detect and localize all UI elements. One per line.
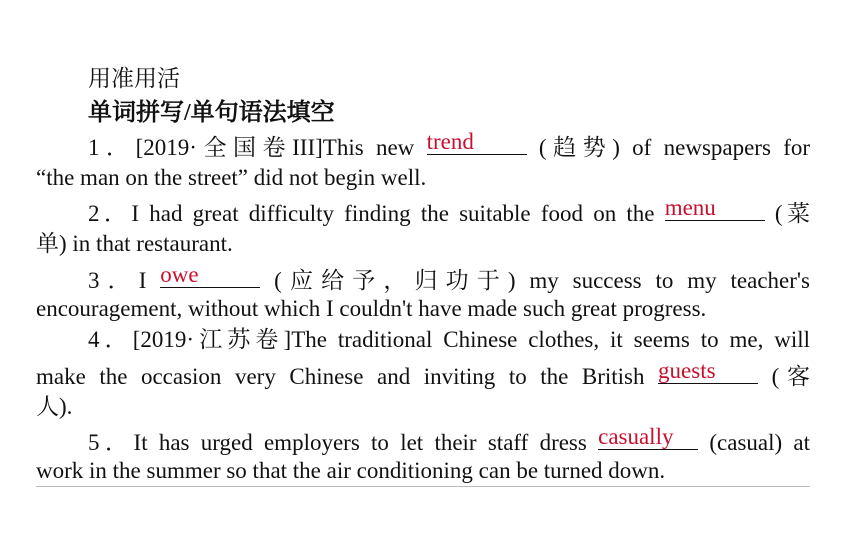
section-subtitle: 单词拼写/单句语法填空 <box>88 100 335 126</box>
item-text: (应给予，归功于) my success to my teacher's <box>274 268 810 293</box>
item-text: This new <box>322 135 415 160</box>
item-text: (趋势) of newspapers for <box>538 135 811 160</box>
bottom-divider <box>36 486 810 487</box>
item-1-line-2: “the man on the street” did not begin well. <box>36 165 427 190</box>
item-3-line-1 <box>36 263 810 296</box>
answer-blank <box>658 359 758 384</box>
answer-text: menu <box>664 195 716 220</box>
item-text: The traditional Chinese clothes, it seems to me, will <box>291 327 810 352</box>
item-source: [2019·江苏卷] <box>132 327 292 352</box>
answer-text: trend <box>426 129 474 154</box>
item-text: make the occasion very Chinese and inviting to the British <box>36 364 645 389</box>
answer-text: owe <box>160 262 199 287</box>
item-text: I had great difficulty finding the suitable food on the <box>131 201 655 226</box>
item-3-line-2: encouragement, without which I couldn't have made such great progress. <box>36 296 707 321</box>
section-title: 用准用活 <box>88 66 180 91</box>
item-number: 5． <box>88 430 134 455</box>
item-number: 4． <box>88 327 133 352</box>
item-text: It has urged employers to let their staff dress <box>133 430 587 455</box>
item-text: I <box>138 268 147 293</box>
answer-text: casually <box>598 424 674 449</box>
item-2-line-1 <box>36 196 810 229</box>
answer-blank <box>598 425 698 450</box>
item-1-line-1 <box>36 130 810 163</box>
answer-blank <box>427 130 527 155</box>
item-text: (casual) at <box>709 430 811 455</box>
item-4-line-1 <box>36 325 810 355</box>
item-number: 1． <box>88 135 136 160</box>
item-text: (菜 <box>774 201 811 226</box>
answer-text: guests <box>658 358 716 383</box>
item-number: 3． <box>88 268 139 293</box>
item-5-line-1 <box>36 425 810 458</box>
item-4-line-3: 人). <box>36 394 73 419</box>
answer-blank <box>160 263 260 288</box>
item-text: (客 <box>771 364 811 389</box>
item-number: 2． <box>88 201 132 226</box>
item-4-line-2 <box>36 359 810 392</box>
item-5-line-2: work in the summer so that the air conditioning can be turned down. <box>36 458 666 483</box>
answer-blank <box>665 196 765 221</box>
item-source: [2019·全国卷III] <box>135 135 323 160</box>
item-2-line-2: 单) in that restaurant. <box>36 231 233 256</box>
